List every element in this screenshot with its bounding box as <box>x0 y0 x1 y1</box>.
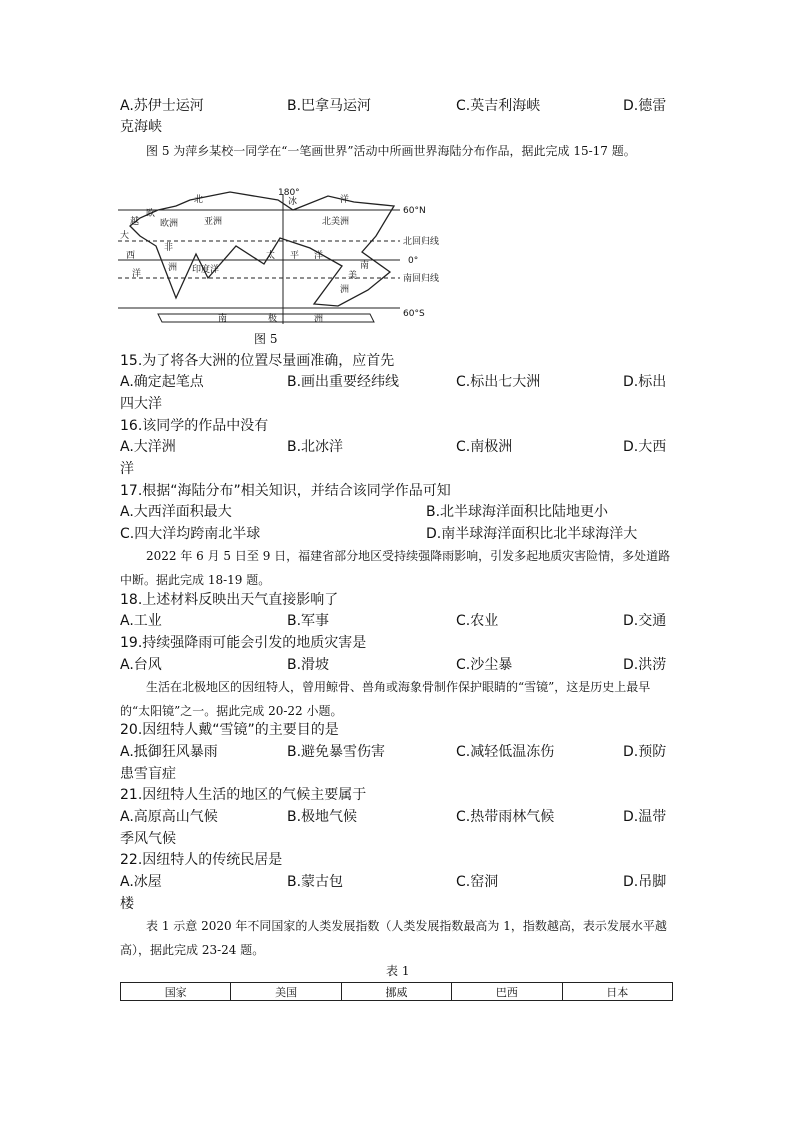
figure-caption: 图 5 <box>254 332 278 346</box>
q20-option-a[interactable]: A.抵御狂风暴雨 <box>120 744 218 760</box>
q21-option-a[interactable]: A.高原高山气候 <box>120 809 218 825</box>
label-60s: 60°S <box>403 309 425 319</box>
label-nanji-2: 极 <box>268 314 278 324</box>
q20-stem: 20.因纽特人戴“雪镜”的主要目的是 <box>120 722 339 738</box>
q22-stem: 22.因纽特人的传统民居是 <box>120 852 283 868</box>
q16-option-b[interactable]: B.北冰洋 <box>287 439 344 455</box>
q16-option-c[interactable]: C.南极洲 <box>456 439 513 455</box>
q22-option-b[interactable]: B.蒙古包 <box>287 874 344 890</box>
label-bing: 冰 <box>288 197 298 207</box>
q20-option-c[interactable]: C.减轻低温冻伤 <box>456 744 555 760</box>
q18-option-b[interactable]: B.军事 <box>287 613 330 629</box>
label-tropic-north: 北回归线 <box>403 237 440 247</box>
q14-option-a[interactable]: A.苏伊士运河 <box>120 98 204 114</box>
table-header-cell: 巴西 <box>452 983 562 1001</box>
q14-option-b[interactable]: B.巴拿马运河 <box>287 98 372 114</box>
label-fei: 非 <box>164 243 174 253</box>
q18-option-a[interactable]: A.工业 <box>120 613 162 629</box>
label-beimeizhou: 北美洲 <box>322 217 350 227</box>
label-yinduyang: 印度洋 <box>192 265 220 275</box>
q15-stem: 15.为了将各大洲的位置尽量画准确，应首先 <box>120 353 395 369</box>
q19-option-a[interactable]: A.台风 <box>120 657 162 673</box>
q18-option-d[interactable]: D.交通 <box>623 613 667 629</box>
label-yang3: 洋 <box>314 251 324 261</box>
label-tropic-south: 南回归线 <box>403 274 440 284</box>
material-hdi: 表 1 示意 2020 年不同国家的人类发展指数（人类发展指数最高为 1，指数越高，表示发展水平越高），据此完成 23-24 题。 <box>120 919 667 957</box>
label-bei: 北 <box>194 195 204 205</box>
q14-option-d[interactable]: D.德雷 <box>623 98 667 114</box>
q21-option-c[interactable]: C.热带雨林气候 <box>456 809 555 825</box>
q21-option-b[interactable]: B.极地气候 <box>287 809 358 825</box>
label-yang: 洋 <box>340 195 350 205</box>
q17-option-b[interactable]: B.北半球海洋面积比陆地更小 <box>426 504 609 520</box>
label-mei: 美 <box>348 271 358 281</box>
material-map: 图 5 为萍乡某校一同学在“一笔画世界”活动中所画世界海陆分布作品，据此完成 15-17 题。 <box>146 144 636 158</box>
q21-option-d-wrap: 季风气候 <box>120 831 176 847</box>
table-header-cell: 国家 <box>121 983 231 1001</box>
q17-option-a[interactable]: A.大西洋面积最大 <box>120 504 232 520</box>
q19-option-c[interactable]: C.沙尘暴 <box>456 657 513 673</box>
table-header-row <box>121 983 673 1001</box>
q15-option-d-wrap: 四大洋 <box>120 396 162 412</box>
material-rain: 2022 年 6 月 5 日至 9 日，福建省部分地区受持续强降雨影响，引发多起地质灾害险情，多处道路中断。据此完成 18-19 题。 <box>120 549 671 587</box>
q14-option-c[interactable]: C.英吉利海峡 <box>456 98 541 114</box>
label-nanji-3: 洲 <box>314 314 324 324</box>
q22-option-d-wrap: 楼 <box>120 896 134 912</box>
q17-stem: 17.根据“海陆分布”相关知识，并结合该同学作品可知 <box>120 483 451 499</box>
hdi-table <box>120 982 673 1001</box>
q16-option-a[interactable]: A.大洋洲 <box>120 439 176 455</box>
q14-option-d-wrap: 克海峡 <box>120 119 162 135</box>
q18-option-c[interactable]: C.农业 <box>456 613 499 629</box>
label-yue: 越 <box>130 217 140 227</box>
label-ouzhou: 欧洲 <box>160 219 179 229</box>
q15-option-b[interactable]: B.画出重要经纬线 <box>287 374 400 390</box>
q20-option-d-wrap: 患雪盲症 <box>120 766 176 782</box>
table-header-cell: 日本 <box>562 983 672 1001</box>
q22-option-a[interactable]: A.冰屋 <box>120 874 162 890</box>
q21-option-d[interactable]: D.温带 <box>623 809 667 825</box>
q21-stem: 21.因纽特人生活的地区的气候主要属于 <box>120 787 367 803</box>
label-60n: 60°N <box>403 206 426 216</box>
world-sea-land-sketch <box>118 186 448 332</box>
q17-option-d[interactable]: D.南半球海洋面积比北半球海洋大 <box>426 526 638 542</box>
q20-option-d[interactable]: D.预防 <box>623 744 667 760</box>
table-caption: 表 1 <box>386 964 410 978</box>
label-ou: 欧 <box>146 209 156 219</box>
label-nanji-1: 南 <box>218 314 228 324</box>
q19-stem: 19.持续强降雨可能会引发的地质灾害是 <box>120 635 367 651</box>
q15-option-d[interactable]: D.标出 <box>623 374 667 390</box>
q15-option-c[interactable]: C.标出七大洲 <box>456 374 541 390</box>
q19-option-d[interactable]: D.洪涝 <box>623 657 667 673</box>
label-xi: 西 <box>126 251 136 261</box>
material-inuit: 生活在北极地区的因纽特人，曾用鲸骨、兽角或海象骨制作保护眼睛的“雪镜”，这是历史上最早的“太阳镜”之一。据此完成 20-22 小题。 <box>120 680 651 718</box>
label-equator: 0° <box>408 256 419 266</box>
label-da: 大 <box>120 231 130 241</box>
q22-option-d[interactable]: D.吊脚 <box>623 874 667 890</box>
table-header-cell: 美国 <box>231 983 341 1001</box>
q22-option-c[interactable]: C.窑洞 <box>456 874 499 890</box>
label-zhou: 洲 <box>168 263 178 273</box>
label-ping: 平 <box>290 251 300 261</box>
label-180: 180° <box>278 188 300 198</box>
q17-option-c[interactable]: C.四大洋均跨南北半球 <box>120 526 261 542</box>
label-nan: 南 <box>360 261 370 271</box>
label-yazhou: 亚洲 <box>204 217 223 227</box>
q16-option-d-wrap: 洋 <box>120 461 134 477</box>
q15-option-a[interactable]: A.确定起笔点 <box>120 374 204 390</box>
table-header-cell: 挪威 <box>341 983 451 1001</box>
label-tai: 太 <box>266 251 276 261</box>
q18-stem: 18.上述材料反映出天气直接影响了 <box>120 592 339 608</box>
q16-option-d[interactable]: D.大西 <box>623 439 667 455</box>
label-zhou2: 洲 <box>340 285 350 295</box>
label-yang2: 洋 <box>132 269 142 279</box>
q16-stem: 16.该同学的作品中没有 <box>120 418 269 434</box>
q19-option-b[interactable]: B.滑坡 <box>287 657 330 673</box>
q20-option-b[interactable]: B.避免暴雪伤害 <box>287 744 386 760</box>
